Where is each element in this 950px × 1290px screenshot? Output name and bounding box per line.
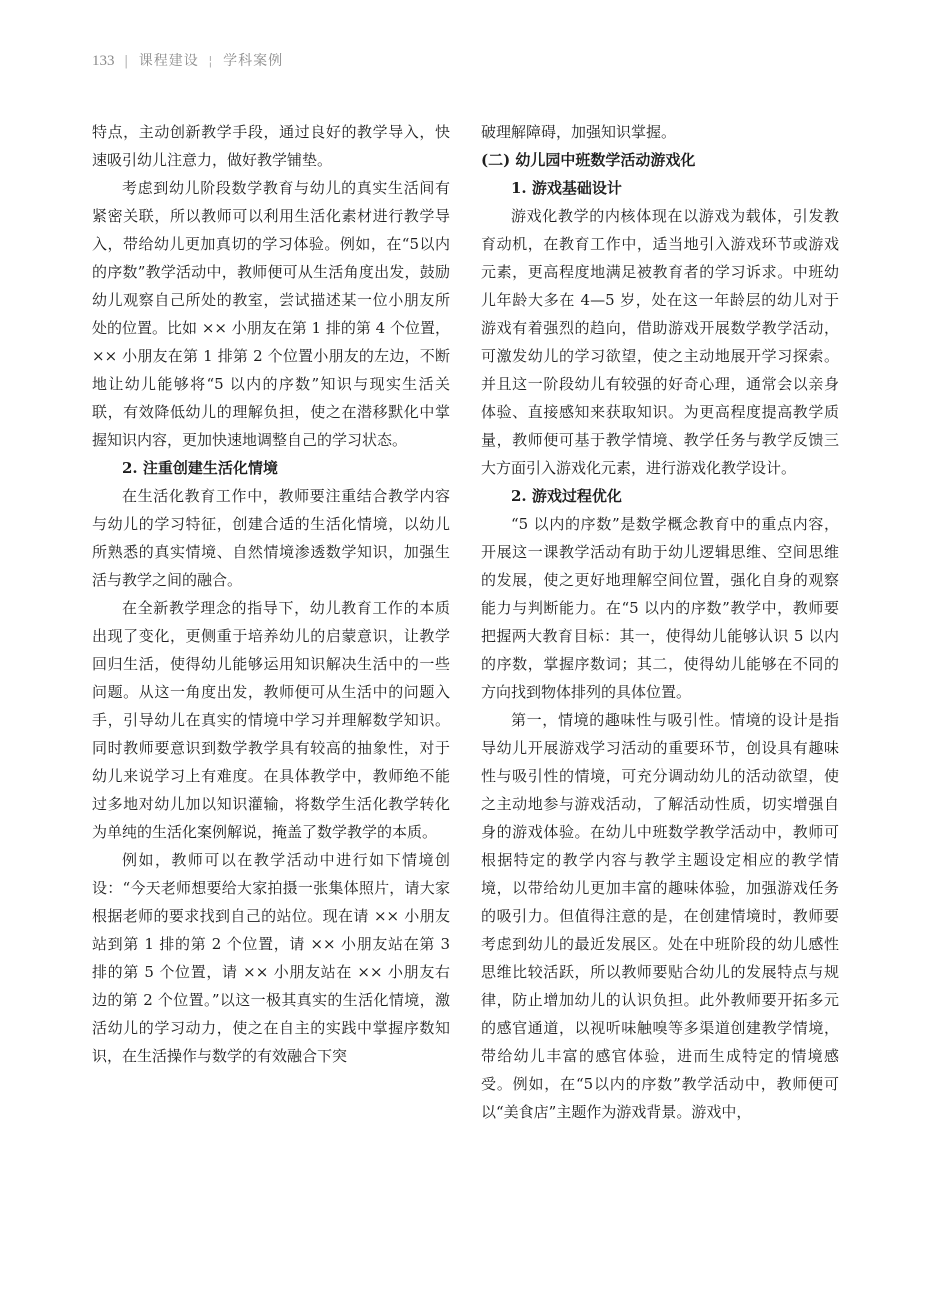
paragraph: 例如，教师可以在教学活动中进行如下情境创设：“今天老师想要给大家拍摄一张集体照片，请大家根据老师的要求找到自己的站位。现在请 ×× 小朋友站到第 1 排的第 2 个位置，请 ×× 小朋友站在第 3 排的第 5 个位置，请 ×× 小朋友站在 ×× 小朋友右边的第 2 个位置。”以这一极其真实的生活化情境，激活幼儿的学习动力，使之在自主的实践中掌握序数知识，在生活操作与数学的有效融合下突 [92,851,450,1065]
subsection-heading: 2. 游戏过程优化 [511,487,622,505]
subsection-heading: 1. 游戏基础设计 [511,179,622,197]
section-heading: 2. 注重创建生活化情境 [122,459,278,477]
right-column [481,118,839,1126]
header-separator: ¦ [208,54,214,69]
left-column [92,118,450,1070]
paragraph: “5 以内的序数”是数学概念教育中的重点内容，开展这一课教学活动有助于幼儿逻辑思维、空间思维的发展，使之更好地理解空间位置，强化自身的观察能力与判断能力。在“5 以内的序数”教学中，教师要把握两大教育目标：其一，使得幼儿能够认识 5 以内的序数，掌握序数词；其二，使得幼儿能够在不同的方向找到物体排列的具体位置。 [481,515,839,701]
paragraph: 考虑到幼儿阶段数学教育与幼儿的真实生活间有紧密关联，所以教师可以利用生活化素材进行教学导入，带给幼儿更加真切的学习体验。例如，在“5以内的序数”教学活动中，教师便可从生活角度出发，鼓励幼儿观察自己所处的教室，尝试描述某一位小朋友所处的位置。比如 ×× 小朋友在第 1 排的第 4 个位置， ×× 小朋友在第 1 排第 2 个位置小朋友的左边，不断地让幼儿能够将“5 以内的序数”知识与现实生活关联，有效降低幼儿的理解负担，使之在潜移默化中掌握知识内容，更加快速地调整自己的学习状态。 [92,179,450,449]
paragraph: 游戏化教学的内核体现在以游戏为载体，引发教育动机，在教育工作中，适当地引入游戏环节或游戏元素，更高程度地满足被教育者的学习诉求。中班幼儿年龄大多在 4—5 岁，处在这一年龄层的幼儿对于游戏有着强烈的趋向，借助游戏开展数学教学活动，可激发幼儿的学习欲望，使之主动地展开学习探索。并且这一阶段幼儿有较强的好奇心理，通常会以亲身体验、直接感知来获取知识。为更高程度提高教学质量，教师便可基于教学情境、教学任务与教学反馈三大方面引入游戏化元素，进行游戏化教学设计。 [481,207,839,477]
section-heading: (二) 幼儿园中班数学活动游戏化 [481,151,696,169]
paragraph: 在生活化教育工作中，教师要注重结合教学内容与幼儿的学习特征，创建合适的生活化情境，以幼儿所熟悉的真实情境、自然情境渗透数学知识，加强生活与教学之间的融合。 [92,487,450,589]
paragraph: 第一，情境的趣味性与吸引性。情境的设计是指导幼儿开展游戏学习活动的重要环节，创设具有趣味性与吸引性的情境，可充分调动幼儿的活动欲望，使之主动地参与游戏活动，了解活动性质，切实增强自身的游戏体验。在幼儿中班数学教学活动中，教师可根据特定的教学内容与教学主题设定相应的教学情境，以带给幼儿更加丰富的趣味体验，加强游戏任务的吸引力。但值得注意的是，在创建情境时，教师要考虑到幼儿的最近发展区。处在中班阶段的幼儿感性思维比较活跃，所以教师要贴合幼儿的发展特点与规律，防止增加幼儿的认识负担。此外教师要开拓多元的感官通道，以视听味触嗅等多渠道创建教学情境，带给幼儿丰富的感官体验，进而生成特定的情境感受。例如，在“5以内的序数”教学活动中，教师便可以“美食店”主题作为游戏背景。游戏中， [481,711,839,1121]
paragraph: 特点，主动创新教学手段，通过良好的教学导入，快速吸引幼儿注意力，做好教学铺垫。 [92,123,450,169]
page-number: 133 [92,53,115,69]
paragraph: 在全新教学理念的指导下，幼儿教育工作的本质出现了变化，更侧重于培养幼儿的启蒙意识，让教学回归生活，使得幼儿能够运用知识解决生活中的一些问题。从这一角度出发，教师便可从生活中的问题入手，引导幼儿在真实的情境中学习并理解数学知识。同时教师要意识到数学教学具有较高的抽象性，对于幼儿来说学习上有难度。在具体教学中，教师绝不能过多地对幼儿加以知识灌输，将数学生活化教学转化为单纯的生活化案例解说，掩盖了数学教学的本质。 [92,599,450,841]
paragraph: 破理解障碍，加强知识掌握。 [481,123,677,141]
subsection-title: 学科案例 [223,53,284,69]
running-header [92,50,283,70]
section-title: 课程建设 [138,53,199,69]
header-separator: | [123,54,130,69]
